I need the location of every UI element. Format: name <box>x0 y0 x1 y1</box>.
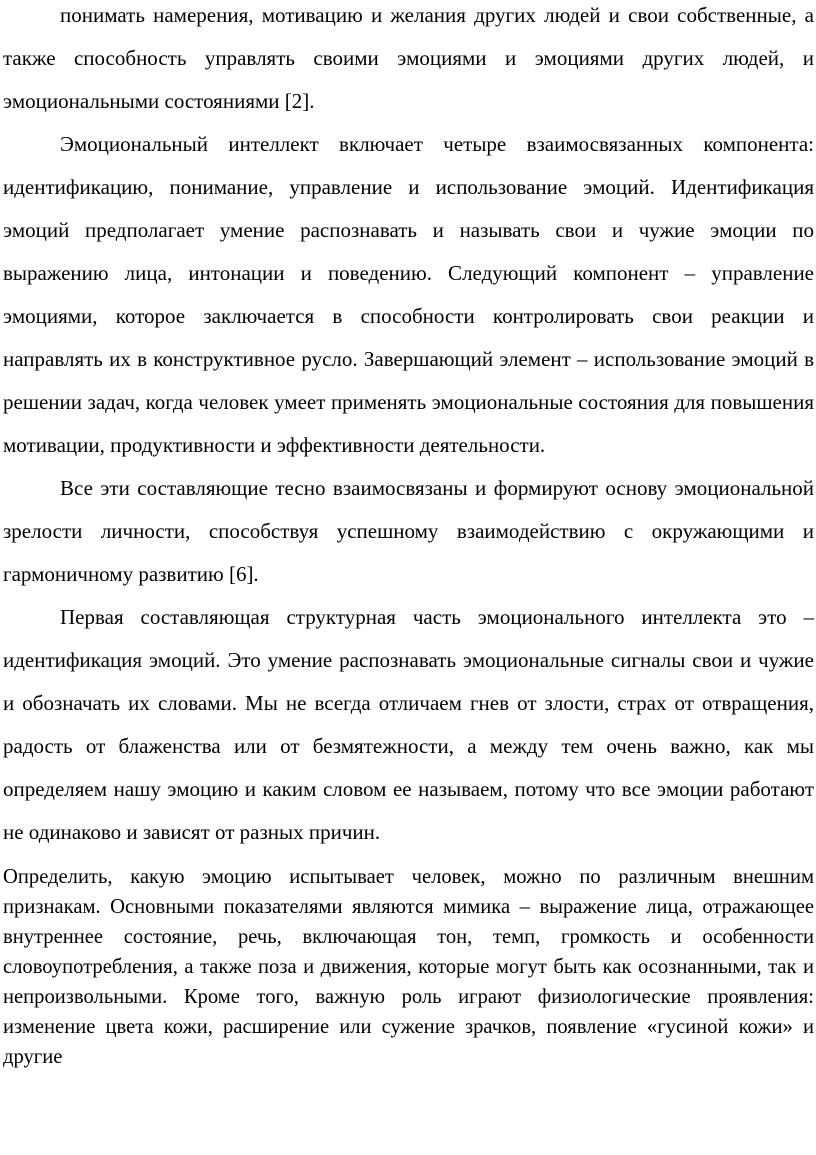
paragraph-external-signs: Определить, какую эмоцию испытывает человек, можно по различным внешним признакам. Основными показателями являются мимика – выражение лица, отражающее внутреннее состояние, речь, включающая тон, темп, громкость и особенности словоупотребления, а также поза и движения, которые могут быть как осознанными, так и непроизвольными. Кроме того, важную роль играют физиологические проявления: изменение цвета кожи, расширение или сужение зрачков, появление «гусиной кожи» и другие <box>3 866 814 1068</box>
paragraph-continuation: понимать намерения, мотивацию и желания других людей и свои собственные, а также способность управлять своими эмоциями и эмоциями других людей, и эмоциональными состояниями [2]. <box>3 3 814 113</box>
paragraph-emotional-maturity: Все эти составляющие тесно взаимосвязаны и формируют основу эмоциональной зрелости личности, способствуя успешному взаимодействию с окружающими и гармоничному развитию [6]. <box>3 476 814 586</box>
paragraph-ei-components: Эмоциональный интеллект включает четыре взаимосвязанных компонента: идентификацию, понимание, управление и использование эмоций. Идентификация эмоций предполагает умение распознавать и называть свои и чужие эмоции по выражению лица, интонации и поведению. Следующий компонент – управление эмоциями, которое заключается в способности контролировать свои реакции и направлять их в конструктивное русло. Завершающий элемент – использование эмоций в решении задач, когда человек умеет применять эмоциональные состояния для повышения мотивации, продуктивности и эффективности деятельности. <box>3 132 814 457</box>
paragraph-emotion-identification: Первая составляющая структурная часть эмоционального интеллекта это – идентификация эмоций. Это умение распознавать эмоциональные сигналы свои и чужие и обозначать их словами. Мы не всегда отличаем гнев от злости, страх от отвращения, радость от блаженства или от безмятежности, а между тем очень важно, как мы определяем нашу эмоцию и каким словом ее называем, потому что все эмоции работают не одинаково и зависят от разных причин. <box>3 605 814 844</box>
